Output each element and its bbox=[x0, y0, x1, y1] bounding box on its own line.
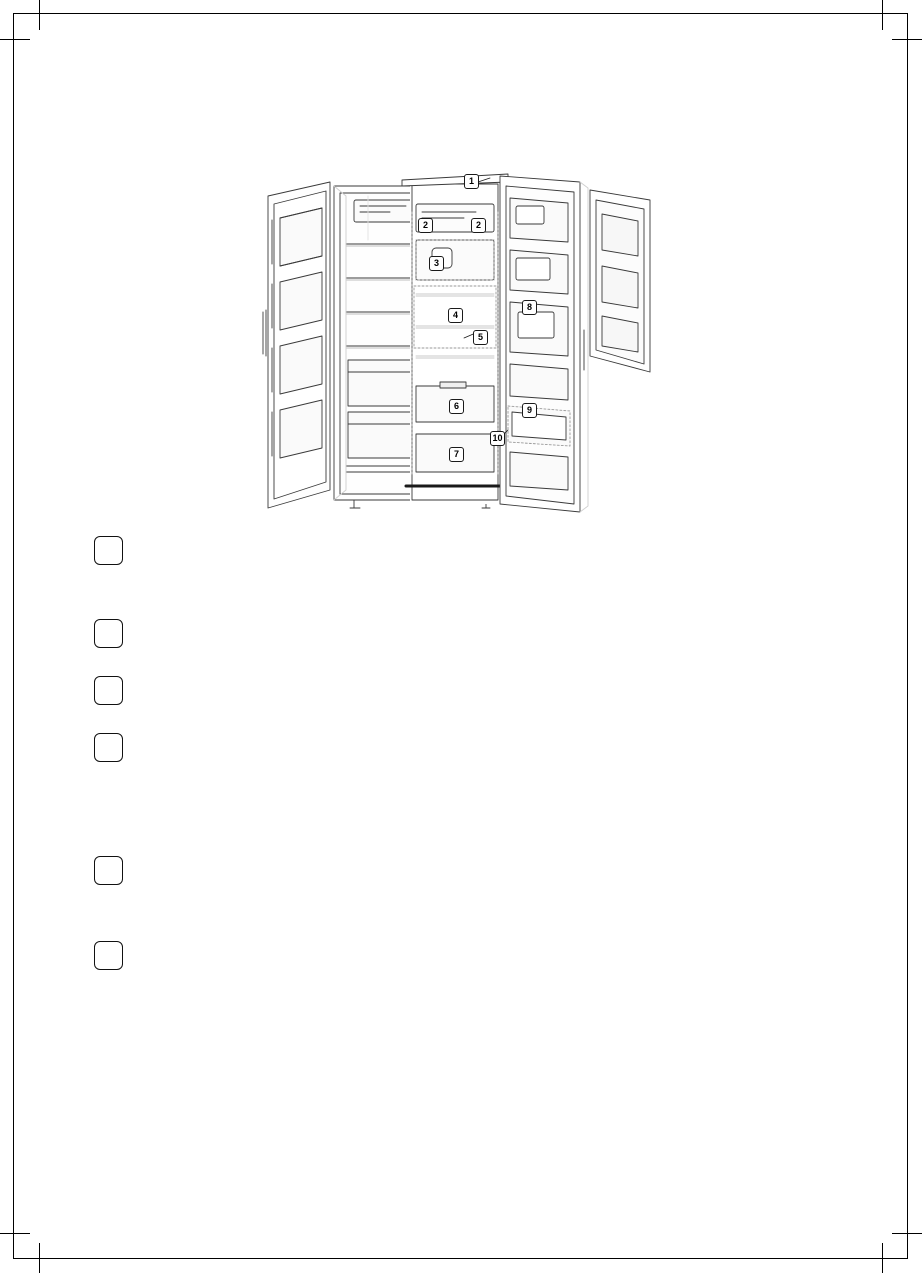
legend-number-box bbox=[94, 536, 123, 565]
legend-number-box bbox=[94, 856, 123, 885]
callout-badge-6: 6 bbox=[449, 399, 464, 414]
callout-badge-5: 5 bbox=[473, 330, 488, 345]
callout-badge-7: 7 bbox=[449, 447, 464, 462]
callout-badge-8: 8 bbox=[522, 300, 537, 315]
list-item bbox=[94, 676, 874, 705]
callout-badge-4: 4 bbox=[448, 308, 463, 323]
callout-badge-2a: 2 bbox=[418, 218, 433, 233]
callout-badge-10: 10 bbox=[490, 431, 505, 446]
freezer-door bbox=[500, 176, 588, 512]
refrigerator-diagram bbox=[250, 160, 670, 530]
list-item bbox=[94, 856, 874, 885]
legend-list bbox=[94, 536, 874, 970]
right-door-panel-detail bbox=[590, 190, 650, 372]
left-door bbox=[263, 182, 330, 508]
legend-number-box bbox=[94, 941, 123, 970]
callout-badge-9: 9 bbox=[522, 403, 537, 418]
callout-badge-2b: 2 bbox=[471, 218, 486, 233]
callout-badge-1: 1 bbox=[464, 174, 479, 189]
list-item bbox=[94, 733, 874, 762]
legend-number-box bbox=[94, 676, 123, 705]
list-item bbox=[94, 619, 874, 648]
list-item bbox=[94, 941, 874, 970]
legend-number-box bbox=[94, 733, 123, 762]
callout-badge-3: 3 bbox=[429, 256, 444, 271]
legend-number-box bbox=[94, 619, 123, 648]
list-item bbox=[94, 536, 874, 565]
